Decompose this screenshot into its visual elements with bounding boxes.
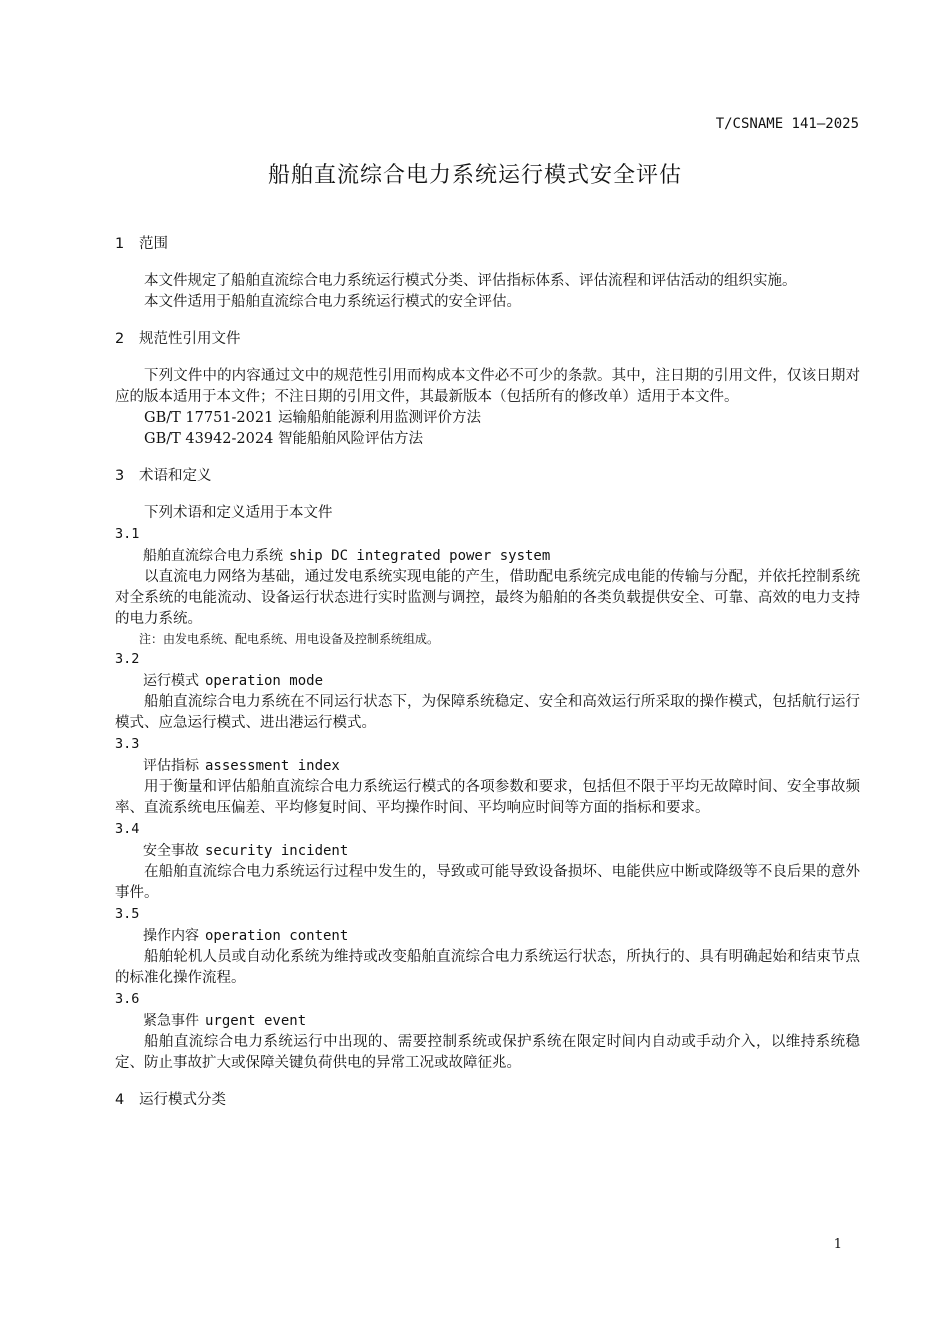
term-definition: 用于衡量和评估船舶直流综合电力系统运行模式的各项参数和要求，包括但不限于平均无故障时间、安全事故频率、直流系统电压偏差、平均修复时间、平均操作时间、平均响应时间等方面的指标和要求。 xyxy=(115,779,860,816)
term-definition: 船舶轮机人员或自动化系统为维持或改变船舶直流综合电力系统运行状态，所执行的、具有明确起始和结束节点的标准化操作流程。 xyxy=(115,949,860,986)
section-heading-4: 4 运行模式分类 xyxy=(115,1092,226,1108)
term-definition: 船舶直流综合电力系统运行中出现的、需要控制系统或保护系统在限定时间内自动或手动介入，以维持系统稳定、防止事故扩大或保障关键负荷供电的异常工况或故障征兆。 xyxy=(115,1034,860,1071)
term-definition: 在船舶直流综合电力系统运行过程中发生的，导致或可能导致设备损坏、电能供应中断或降级等不良后果的意外事件。 xyxy=(115,864,860,901)
term-number: 3.4 xyxy=(115,821,140,837)
term-number: 3.1 xyxy=(115,526,140,542)
term-number: 3.6 xyxy=(115,991,140,1007)
scope-paragraph-2: 本文件适用于船舶直流综合电力系统运行模式的安全评估。 xyxy=(144,294,521,310)
document-title: 船舶直流综合电力系统运行模式安全评估 xyxy=(267,163,682,188)
term-name: 船舶直流综合电力系统 ship DC integrated power system xyxy=(143,548,551,564)
term-name: 紧急事件 urgent event xyxy=(143,1013,307,1029)
reference-item: GB/T 17751-2021 运输船舶能源利用监测评价方法 xyxy=(144,410,481,426)
normative-paragraph: 下列文件中的内容通过文中的规范性引用而构成本文件必不可少的条款。其中，注日期的引用文件，仅该日期对应的版本适用于本文件；不注日期的引用文件，其最新版本（包括所有的修改单）适用于本文件。 xyxy=(115,368,860,405)
term-name: 安全事故 security incident xyxy=(143,843,349,859)
term-number: 3.2 xyxy=(115,651,140,667)
document-body xyxy=(115,232,860,1109)
section-heading-1: 1 范围 xyxy=(115,236,168,252)
reference-item: GB/T 43942-2024 智能船舶风险评估方法 xyxy=(144,431,423,447)
term-name: 操作内容 operation content xyxy=(143,928,349,944)
term-note: 注：由发电系统、配电系统、用电设备及控制系统组成。 xyxy=(139,632,440,646)
term-name: 评估指标 assessment index xyxy=(143,758,340,774)
section-heading-3: 3 术语和定义 xyxy=(115,468,212,484)
page-number: 1 xyxy=(833,1237,842,1252)
terms-intro: 下列术语和定义适用于本文件 xyxy=(144,505,333,521)
term-definition: 船舶直流综合电力系统在不同运行状态下，为保障系统稳定、安全和高效运行所采取的操作模式，包括航行运行模式、应急运行模式、进出港运行模式。 xyxy=(115,694,860,731)
standard-code: T/CSNAME 141—2025 xyxy=(715,116,859,132)
section-heading-2: 2 规范性引用文件 xyxy=(115,331,241,347)
term-number: 3.3 xyxy=(115,736,140,752)
scope-paragraph-1: 本文件规定了船舶直流综合电力系统运行模式分类、评估指标体系、评估流程和评估活动的组织实施。 xyxy=(144,273,797,289)
term-name: 运行模式 operation mode xyxy=(143,673,324,689)
term-number: 3.5 xyxy=(115,906,140,922)
term-definition: 以直流电力网络为基础，通过发电系统实现电能的产生，借助配电系统完成电能的传输与分配，并依托控制系统对全系统的电能流动、设备运行状态进行实时监测与调控，最终为船舶的各类负载提供安全、可靠、高效的电力支持的电力系统。 xyxy=(115,569,860,627)
